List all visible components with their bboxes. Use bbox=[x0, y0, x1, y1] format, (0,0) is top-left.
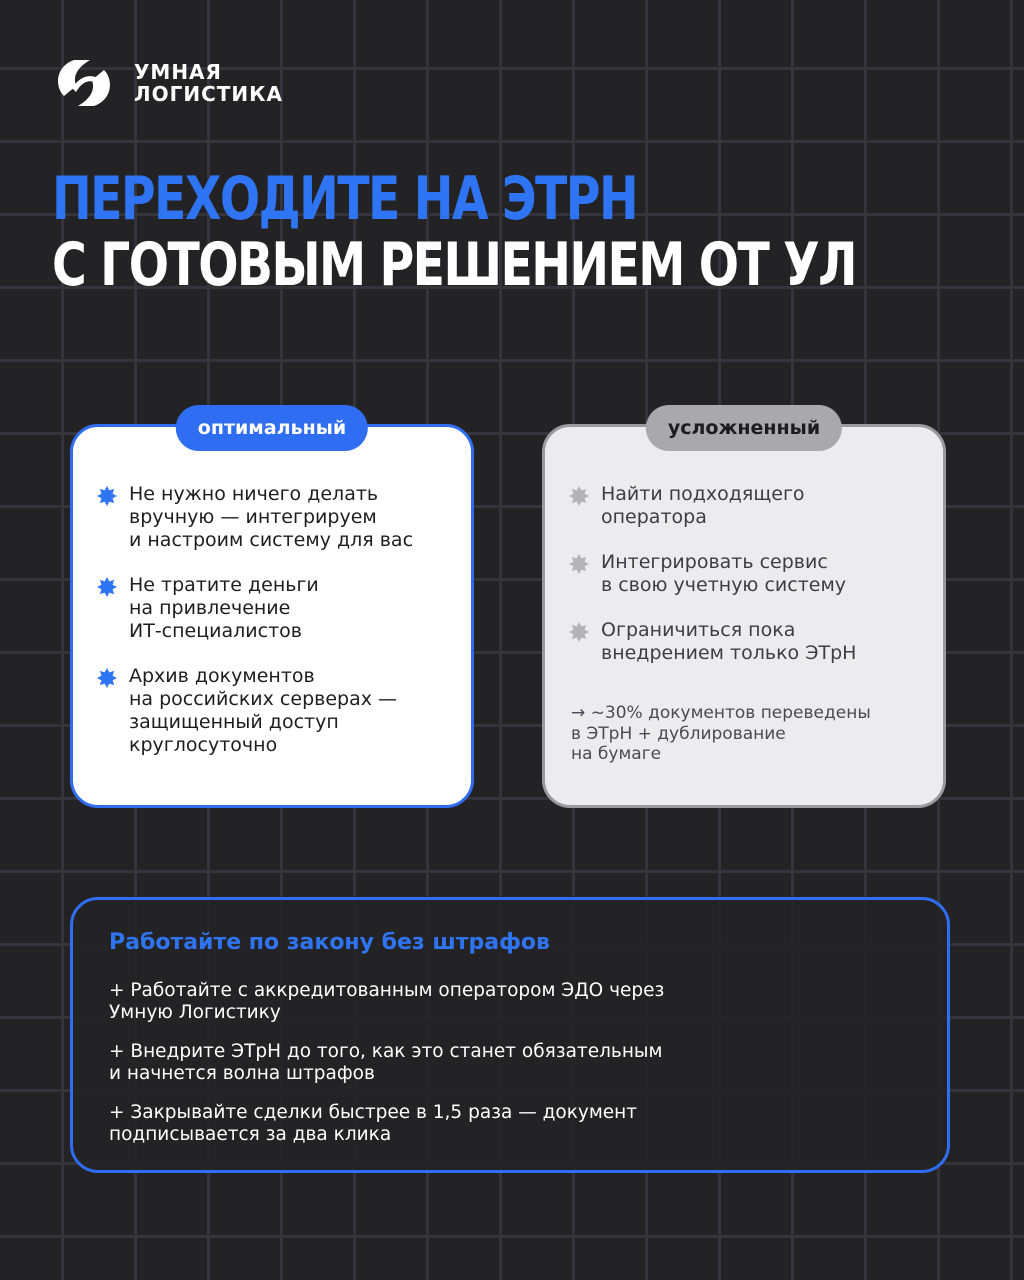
page-title-line2: С ГОТОВЫМ РЕШЕНИЕМ ОТ УЛ bbox=[52, 230, 856, 300]
brand-logo-icon bbox=[50, 52, 118, 114]
starburst-badge-icon bbox=[569, 554, 589, 574]
page-title bbox=[52, 166, 856, 298]
starburst-badge-icon bbox=[97, 486, 117, 506]
list-item-text: Не тратите деньги на привлечение ИТ-специалистов bbox=[129, 574, 319, 642]
complex-list bbox=[569, 483, 929, 687]
law-title: Работайте по закону без штрафов bbox=[109, 930, 550, 955]
list-item bbox=[97, 574, 457, 643]
optimal-label: оптимальный bbox=[176, 405, 368, 451]
brand-name bbox=[134, 61, 283, 105]
list-item bbox=[569, 483, 929, 529]
brand-logo bbox=[50, 52, 283, 114]
list-item bbox=[569, 551, 929, 597]
list-item bbox=[569, 619, 929, 665]
list-item: + Работайте с аккредитованным оператором ЭДО через Умную Логистику bbox=[109, 980, 665, 1023]
brand-name-line2: ЛОГИСТИКА bbox=[134, 82, 283, 106]
starburst-badge-icon bbox=[97, 577, 117, 597]
complex-card bbox=[542, 417, 946, 808]
list-item: + Внедрите ЭТрН до того, как это станет обязательным и начнется волна штрафов bbox=[109, 1041, 663, 1084]
list-item-text: Интегрировать сервис в свою учетную систему bbox=[601, 551, 847, 596]
list-item bbox=[97, 665, 457, 757]
law-list bbox=[109, 980, 917, 1163]
brand-name-line1: УМНАЯ bbox=[134, 60, 222, 84]
list-item-text: Не нужно ничего делать вручную — интегрируем и настроим систему для вас bbox=[129, 483, 414, 551]
optimal-card bbox=[70, 417, 474, 808]
list-item-text: Ограничиться пока внедрением только ЭТрН bbox=[601, 619, 857, 664]
starburst-badge-icon bbox=[569, 622, 589, 642]
complex-label: усложненный bbox=[646, 405, 842, 451]
list-item: + Закрывайте сделки быстрее в 1,5 раза — документ подписывается за два клика bbox=[109, 1102, 638, 1145]
law-box bbox=[70, 897, 950, 1173]
list-item bbox=[97, 483, 457, 552]
starburst-badge-icon bbox=[97, 668, 117, 688]
starburst-badge-icon bbox=[569, 486, 589, 506]
list-item-text: Найти подходящего оператора bbox=[601, 483, 805, 528]
optimal-list bbox=[97, 483, 457, 779]
page-title-line1: ПЕРЕХОДИТЕ НА ЭТРН bbox=[52, 164, 638, 234]
complex-note: → ~30% документов переведены в ЭТрН + дублирование на бумаге bbox=[571, 703, 871, 764]
list-item-text: Архив документов на российских серверах — защищенный доступ круглосуточно bbox=[129, 665, 398, 756]
